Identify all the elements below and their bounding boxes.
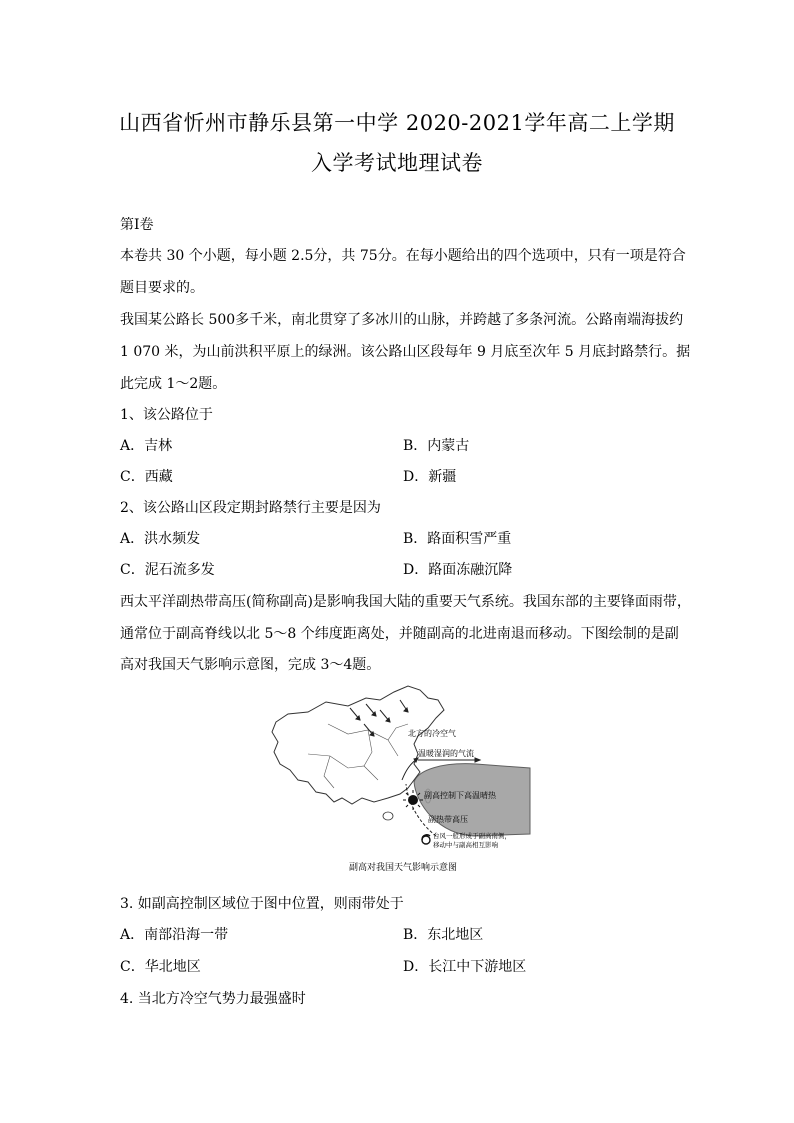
- q2-option-d: D．路面冻融沉降: [403, 562, 513, 578]
- passage1-line: 1 070 米，为山前洪积平原上的绿洲。该公路山区段每年 9 月底至次年 5 月底封路禁行。据: [120, 344, 691, 360]
- passage1-line: 我国某公路长 500多千米，南北贯穿了多冰川的山脉，并跨越了多条河流。公路南端海拔约: [120, 312, 684, 328]
- passage2-line: 高对我国天气影响示意图，完成 3～4题。: [120, 657, 381, 673]
- sun-icon: [403, 790, 423, 810]
- question-3-stem: 3. 如副高控制区域位于图中位置，则雨带处于: [120, 896, 404, 912]
- section-heading: 第Ⅰ卷: [120, 217, 154, 233]
- question-2-stem: 2、该公路山区段定期封路禁行主要是因为: [120, 500, 381, 516]
- document-title-line1: 山西省忻州市静乐县第一中学 2020-2021学年高二上学期: [119, 111, 675, 135]
- question-4-stem: 4. 当北方冷空气势力最强盛时: [120, 991, 306, 1007]
- cold-air-label: 北方的冷空气: [408, 729, 456, 738]
- typhoon-note-line2: 移动中与副高相互影响: [433, 841, 498, 849]
- passage2-line: 通常位于副高脊线以北 5～8 个纬度距离处，并随副高的北进南退而移动。下图绘制的是副: [120, 626, 679, 642]
- warm-flow-label: 温暖湿润的气流: [418, 749, 474, 758]
- q2-option-a: A．洪水频发: [120, 531, 201, 547]
- q2-option-b: B．路面积雪严重: [403, 531, 512, 547]
- q3-option-d: D．长江中下游地区: [403, 959, 527, 975]
- typhoon-icon: [422, 835, 430, 844]
- high-control-label: 副高控制下高温晴热: [424, 791, 496, 800]
- q3-option-b: B．东北地区: [403, 927, 484, 943]
- question-1-stem: 1、该公路位于: [120, 407, 213, 423]
- q1-option-c: C．西藏: [120, 469, 173, 485]
- document-title-line2: 入学考试地理试卷: [311, 151, 483, 175]
- figure-caption: 副高对我国天气影响示意图: [348, 863, 457, 873]
- q3-option-a: A．南部沿海一带: [120, 927, 229, 943]
- typhoon-note-line1: 台风一般形成于副高南侧，: [433, 832, 511, 840]
- subtropical-high-map: [268, 684, 538, 850]
- subtropical-high-label: 副热带高压: [428, 815, 468, 824]
- intro-line: 本卷共 30 个小题，每小题 2.5分，共 75分。在每小题给出的四个选项中，只有一项是符合: [120, 248, 686, 264]
- q1-option-a: A．吉林: [120, 438, 173, 454]
- q2-option-c: C．泥石流多发: [120, 562, 215, 578]
- q1-option-d: D．新疆: [403, 469, 457, 485]
- passage2-line: 西太平洋副热带高压(简称副高)是影响我国大陆的重要天气系统。我国东部的主要锋面雨带，: [120, 594, 691, 610]
- q3-option-c: C．华北地区: [120, 959, 201, 975]
- intro-line: 题目要求的。: [120, 280, 204, 296]
- q1-option-b: B．内蒙古: [403, 438, 470, 454]
- passage1-line: 此完成 1～2题。: [120, 376, 227, 392]
